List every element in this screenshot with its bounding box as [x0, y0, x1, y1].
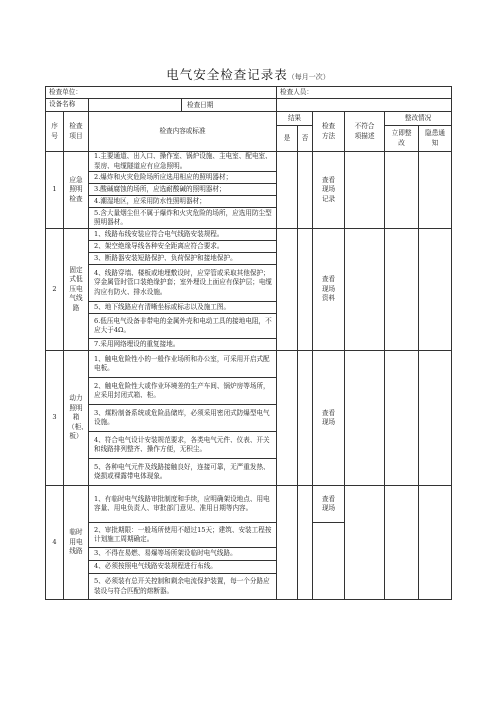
section-1-method: 查看现场记录	[313, 152, 345, 229]
header-no: 否	[298, 126, 313, 152]
title-block	[0, 64, 496, 83]
section-4-project: 临时用电线路	[64, 486, 89, 600]
section-2-item-7: 7.采用网络埋设的重复接地。	[89, 339, 277, 351]
section-3-immediate[interactable]	[385, 351, 419, 486]
section-2-yes[interactable]	[277, 229, 298, 351]
section-4-item-3: 3、不得在易燃、易爆等场所架设临时电气线路。	[89, 548, 277, 561]
inspection-date-field[interactable]	[277, 99, 452, 112]
section-2-item-4: 4、线路穿墙、楼板或地埋敷设时，应穿管或采取其他保护；穿金属管时管口装绝缘护套；室外埋设上面应有保护层；电缆沟应有防火、排水设施。	[89, 265, 277, 302]
section-1-notice[interactable]	[419, 152, 452, 229]
header-method: 检查方法	[313, 112, 345, 152]
section-4-item-2: 2、审批期限：一般场所使用不超过15天；建筑、安装工程按计划施工周期确定。	[89, 523, 277, 548]
section-3-yes[interactable]	[277, 351, 298, 486]
header-yes: 是	[277, 126, 298, 152]
header-notice: 隐患通知	[419, 126, 452, 152]
section-3-item-1: 1、触电危险性小的一般作业场所和办公室，可采用开启式配电板。	[89, 351, 277, 378]
device-name-label: 设备名称	[46, 99, 89, 112]
section-4-no: 4	[46, 486, 64, 600]
section-2-item-5: 5、地下线路应有清晰坐标或标志以及施工图。	[89, 302, 277, 314]
section-4-nonconform[interactable]	[345, 486, 385, 600]
section-1-item-5: 5.含大量烟尘但不属于爆炸和火灾危险的场所，应选用防尘型照明器材。	[89, 208, 277, 229]
section-2-item-2: 2、架空绝缘导线各种安全距离应符合要求。	[89, 241, 277, 253]
inspector-label: 检查人员：	[280, 87, 313, 96]
section-2-notice[interactable]	[419, 229, 452, 351]
section-1-no: 1	[46, 152, 64, 229]
inspection-unit-field[interactable]	[46, 87, 277, 99]
section-2-immediate[interactable]	[385, 229, 419, 351]
section-2-item-3: 3、断路器安装短路保护、负荷保护和接地保护。	[89, 253, 277, 265]
header-content: 检查内容或标准	[89, 112, 277, 152]
section-2-method: 查看现场资料	[313, 229, 345, 351]
section-3-item-3: 3、煤粉制备系统或危险品储库，必须采用密闭式防爆型电气设施。	[89, 405, 277, 432]
section-2-no: 2	[46, 229, 64, 351]
section-4-yes[interactable]	[277, 486, 298, 600]
device-name-field[interactable]	[89, 99, 277, 112]
section-4-no-check[interactable]	[298, 486, 313, 600]
section-1-immediate[interactable]	[385, 152, 419, 229]
section-2-project: 固定式低压电气线路	[64, 229, 89, 351]
section-1-no-check[interactable]	[298, 152, 313, 229]
section-3-item-4: 4、符合电气设计安装规范要求，各类电气元件、仪表、开关和线路排列整齐、操作方便，无积尘。	[89, 432, 277, 459]
page-title: 电气安全检查记录表	[166, 67, 288, 82]
section-3-method: 查看现场	[313, 351, 345, 486]
section-1-nonconform[interactable]	[345, 152, 385, 229]
section-3-notice[interactable]	[419, 351, 452, 486]
section-3-no: 3	[46, 351, 64, 486]
section-4-method-blank	[313, 523, 345, 600]
section-3-item-5: 5、各种电气元件及线路接触良好，连接可靠，无严重发热、烧损或裸露带电体现象。	[89, 459, 277, 486]
section-1-project: 应急照明检查	[64, 152, 89, 229]
section-3-project: 动力照明箱（柜、板）	[64, 351, 89, 486]
inspector-field[interactable]	[277, 87, 452, 99]
inspection-table	[45, 86, 452, 600]
section-1-item-2: 2.爆炸和火灾危险场所应选用相应的照明器材；	[89, 172, 277, 184]
header-nonconform: 不符合项描述	[345, 112, 385, 152]
section-3-nonconform[interactable]	[345, 351, 385, 486]
header-result: 结果	[277, 112, 313, 126]
section-4-notice[interactable]	[419, 486, 452, 600]
header-rectify: 整改情况	[385, 112, 452, 126]
section-4-item-5: 5、必须装有总开关控制和剩余电流保护装置，每一个分路应装设与符合匹配的熔断器。	[89, 574, 277, 600]
section-3-item-2: 2、触电危险性大或作业环境差的生产车间、锅炉房等场所，应采用封闭式箱、柜。	[89, 378, 277, 405]
section-4-item-4: 4、必须按照电气线路安装规程进行布线。	[89, 561, 277, 574]
section-4-method: 查看现场	[313, 486, 345, 523]
section-2-no-check[interactable]	[298, 229, 313, 351]
header-immediate: 立即整改	[385, 126, 419, 152]
section-4-item-1: 1、有临时电气线路审批制度和手续，应明确架设地点、用电容量、用电负责人、审批部门意见、准用日期等内容。	[89, 486, 277, 523]
section-2-item-6: 6.低压电气设备非带电的金属外壳和电动工具的接地电阻，不应大于4Ω。	[89, 314, 277, 339]
section-1-item-3: 3.酸碱腐蚀的场所，应选耐酸碱的照明器材；	[89, 184, 277, 196]
section-1-item-1: 1.主要通道、出入口、操作室、锅炉设施、主电室、配电室、泵房、电缆隧道应有应急照明。	[89, 152, 277, 172]
inspection-date-label: 检查日期	[181, 99, 213, 111]
inspection-unit-label: 检查单位：	[49, 87, 82, 96]
section-1-yes[interactable]	[277, 152, 298, 229]
section-3-no-check[interactable]	[298, 351, 313, 486]
section-2-item-1: 1、线路布线安装应符合电气线路安装规程。	[89, 229, 277, 241]
section-4-immediate[interactable]	[385, 486, 419, 600]
header-project: 检查项目	[64, 112, 89, 152]
section-1-item-4: 4.潮湿地区，应采用防水性照明器材；	[89, 196, 277, 208]
header-seq: 序号	[46, 112, 64, 152]
section-2-nonconform[interactable]	[345, 229, 385, 351]
page-subtitle: （每月一次）	[287, 73, 330, 81]
